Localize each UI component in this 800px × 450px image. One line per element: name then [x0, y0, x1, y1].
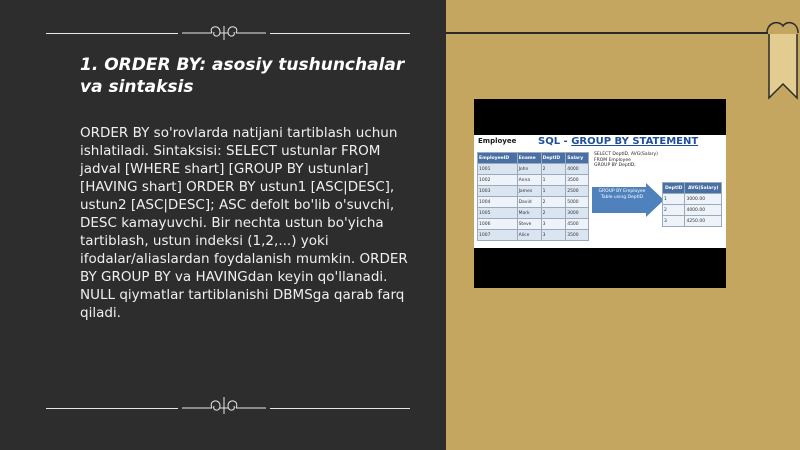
sql-line: FROM Employee [594, 157, 631, 163]
table-cell: 1006 [478, 219, 518, 230]
sql-title-prefix: SQL - [538, 136, 572, 147]
table-cell: 3 [541, 219, 566, 230]
table-cell: 3500 [566, 230, 589, 241]
table-cell: 4500 [566, 219, 589, 230]
sql-diagram [474, 135, 726, 248]
table-cell: 5000 [566, 197, 589, 208]
ornament-top-icon [178, 22, 270, 44]
table-cell: 1 [663, 194, 685, 205]
table-row [478, 208, 589, 219]
table-row [478, 164, 589, 175]
table-cell: 2 [541, 197, 566, 208]
table-cell: 3000.00 [685, 194, 722, 205]
table-cell: James [517, 186, 541, 197]
table-row [478, 230, 589, 241]
table-cell: 1003 [478, 186, 518, 197]
table-cell: 1004 [478, 197, 518, 208]
table-cell: 2500 [566, 186, 589, 197]
table-cell: 1 [541, 175, 566, 186]
table-cell: David [517, 197, 541, 208]
table-cell: Alice [517, 230, 541, 241]
table-cell: 3 [663, 216, 685, 227]
table-cell: 1005 [478, 208, 518, 219]
table-header: Salary [566, 153, 589, 164]
slide-image [474, 99, 726, 288]
table-cell: 4000 [566, 164, 589, 175]
table-cell: 1002 [478, 175, 518, 186]
table-cell: 2 [663, 205, 685, 216]
table-header: AVG(Salary) [685, 183, 722, 194]
table-cell: 1001 [478, 164, 518, 175]
table-row [478, 197, 589, 208]
table-row [478, 219, 589, 230]
arrow-label: GROUP BY Employee Table using DeptID [598, 189, 646, 200]
sql-title-link: GROUP BY STATEMENT [571, 136, 699, 147]
table-header: EmployeeID [478, 153, 518, 164]
gold-divider [446, 32, 768, 34]
table-cell: 3500 [566, 175, 589, 186]
sql-title [538, 136, 698, 147]
table-cell: 4000.00 [685, 205, 722, 216]
table-row [663, 205, 722, 216]
sql-line: GROUP BY DeptID; [594, 163, 636, 168]
table-cell: Mark [517, 208, 541, 219]
result-table [662, 182, 722, 227]
table-row [478, 186, 589, 197]
table-row [663, 194, 722, 205]
slide-title: 1. ORDER BY: asosiy tushunchalar va sintaksis [80, 55, 405, 97]
slide-body: ORDER BY so'rovlarda natijani tartiblash uchun ishlatiladi. Sintaksisi: SELECT ustunlar FROM jadval [WHERE shart] [GROUP BY ustunlar] [HAVING shart] ORDER BY ustun1 [ASC|DESC], ustun2 [ASC|DESC]; ASC defolt bo'lib o'suvchi, DESC kamayuvchi. Bir nechta ustun bo'yicha tartiblash, ustun indeksi (1,2,...) yoki ifodalar/aliaslardan foydalanish mumkin. ORDER BY GROUP BY va HAVINGdan keyin qo'llanadi. NULL qiymatlar tartiblanishi DBMSga qarab farq qiladi. [80, 125, 408, 321]
table-row [663, 216, 722, 227]
bookmark-icon [765, 18, 800, 100]
table-cell: 1 [541, 186, 566, 197]
ornament-bottom-icon [178, 394, 270, 416]
table-header: DeptID [663, 183, 685, 194]
table-header: Ename [517, 153, 541, 164]
table-cell: 3000 [566, 208, 589, 219]
table-cell: 4250.00 [685, 216, 722, 227]
table-row [478, 175, 589, 186]
table-header-row [663, 183, 722, 194]
sql-code [594, 152, 658, 169]
table-header: DeptID [541, 153, 566, 164]
table-cell: 2 [541, 208, 566, 219]
table-cell: Anna [517, 175, 541, 186]
employee-table [477, 152, 589, 241]
table-cell: 2 [541, 164, 566, 175]
table-header-row [478, 153, 589, 164]
table-cell: John [517, 164, 541, 175]
table-cell: 3 [541, 230, 566, 241]
sql-line: SELECT DeptID, AVG(Salary) [594, 152, 658, 157]
table-cell: 1007 [478, 230, 518, 241]
table-title: Employee [478, 137, 517, 145]
table-cell: Steve [517, 219, 541, 230]
